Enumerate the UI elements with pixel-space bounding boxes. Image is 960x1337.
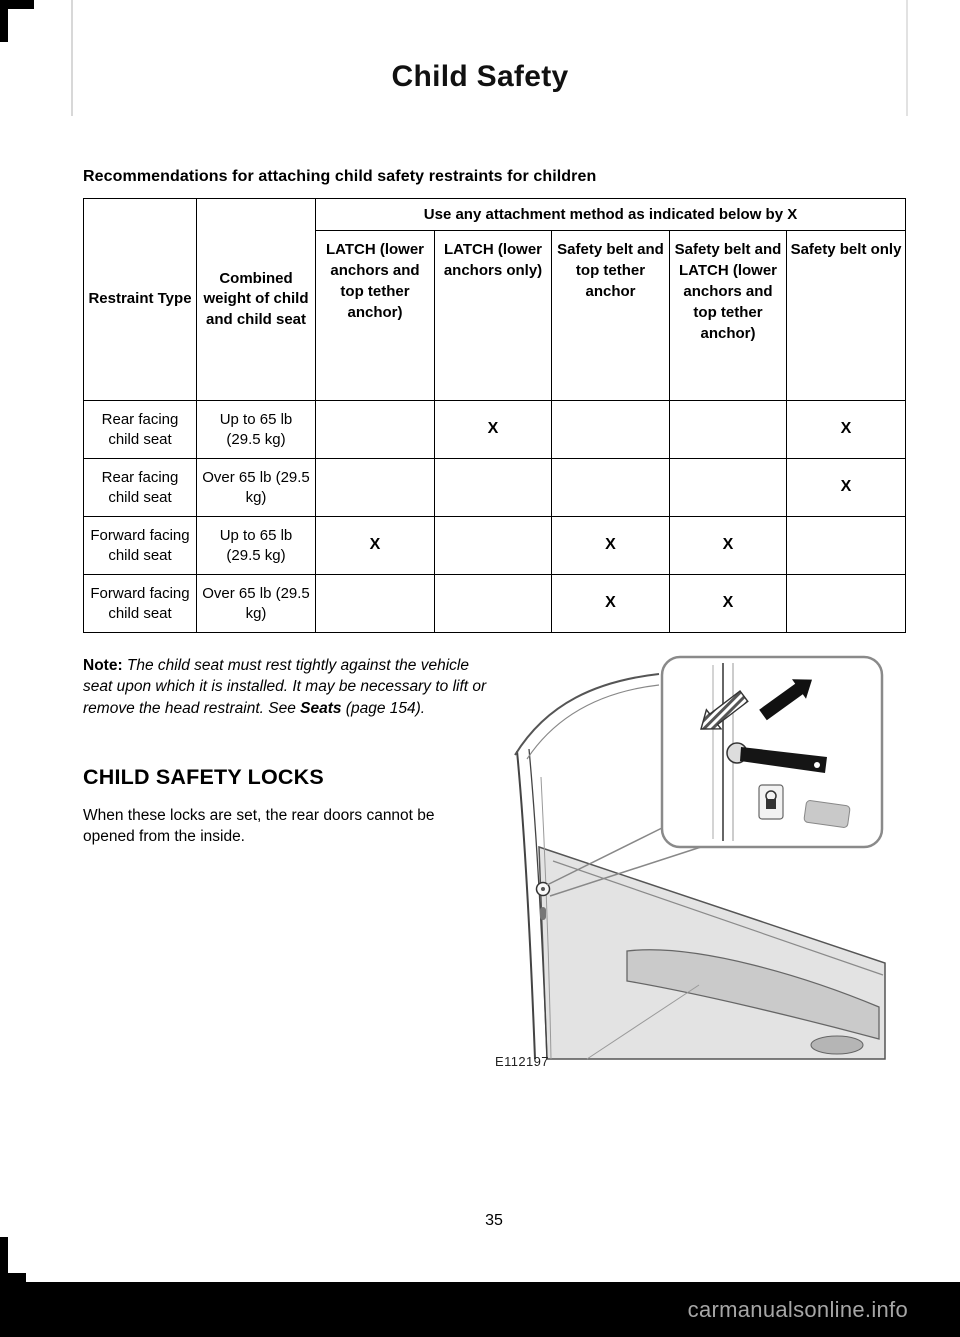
cell-mark [670,459,787,517]
child-lock-label-plate [759,785,783,819]
cell-mark [670,401,787,459]
cell-mark: X [670,517,787,575]
figure-column [487,655,905,1077]
cell-mark: X [787,401,906,459]
lock-detail-inset [662,657,882,847]
cell-weight: Up to 65 lb (29.5 kg) [197,401,316,459]
col-header-attachment-methods: Use any attachment method as indicated below by X [316,199,906,231]
lower-section [83,655,905,1077]
cell-mark [435,459,552,517]
cell-weight: Over 65 lb (29.5 kg) [197,575,316,633]
table-header-row-span [84,199,906,231]
cell-mark [316,401,435,459]
note-paragraph [83,655,487,719]
table-row [84,517,906,575]
col-header-latch-top-tether: LATCH (lower anchors and top tether anchor) [316,231,435,401]
cell-restraint-type: Forward facing child seat [84,575,197,633]
page-number: 35 [485,1212,503,1229]
note-text: The child seat must rest tightly against the vehicle seat upon which it is installed. It may be necessary to lift or remove the head restraint. See [83,657,487,717]
cell-mark: X [787,459,906,517]
cell-mark [787,517,906,575]
col-header-belt-top-tether: Safety belt and top tether anchor [552,231,670,401]
door-lock-illustration [487,655,887,1077]
cell-mark [787,575,906,633]
cell-mark: X [670,575,787,633]
table-row [84,459,906,517]
note-page-reference: (page 154). [341,699,426,717]
figure-code: E112197 [495,1054,549,1069]
seats-reference: Seats [300,699,342,717]
watermark-bar [0,1282,960,1337]
col-header-belt-only: Safety belt only [787,231,906,401]
child-safety-locks-body: When these locks are set, the rear doors cannot be opened from the inside. [83,807,435,846]
page-content [83,168,905,1077]
col-header-restraint-type: Restraint Type [84,199,197,401]
cell-mark [316,459,435,517]
col-header-belt-and-latch: Safety belt and LATCH (lower anchors and top tether anchor) [670,231,787,401]
scan-edge-right [906,0,908,116]
scan-artifact-top-left-v [0,0,8,42]
col-header-latch-lower-only: LATCH (lower anchors only) [435,231,552,401]
text-column [83,655,487,1077]
cell-mark: X [316,517,435,575]
scan-edge-left [71,0,73,116]
cell-restraint-type: Rear facing child seat [84,401,197,459]
restraints-section-title: Recommendations for attaching child safety restraints for children [83,168,597,185]
cell-mark: X [435,401,552,459]
cell-mark: X [552,575,670,633]
cell-weight: Over 65 lb (29.5 kg) [197,459,316,517]
chapter-title: Child Safety [391,60,569,93]
watermark-text: carmanualsonline.info [687,1296,908,1322]
door-lock-figure [487,655,887,1077]
cell-mark [435,575,552,633]
cell-mark: X [552,517,670,575]
cell-mark [552,459,670,517]
table-row [84,575,906,633]
table-row [84,401,906,459]
cell-mark [435,517,552,575]
restraints-table [83,198,906,633]
cell-restraint-type: Rear facing child seat [84,459,197,517]
child-safety-locks-heading: CHILD SAFETY LOCKS [83,765,324,790]
cell-restraint-type: Forward facing child seat [84,517,197,575]
scan-artifact-bottom-left-h [0,1273,26,1282]
col-header-combined-weight: Combined weight of child and child seat [197,199,316,401]
cell-mark [316,575,435,633]
cell-weight: Up to 65 lb (29.5 kg) [197,517,316,575]
note-label: Note: [83,657,123,674]
cell-mark [552,401,670,459]
